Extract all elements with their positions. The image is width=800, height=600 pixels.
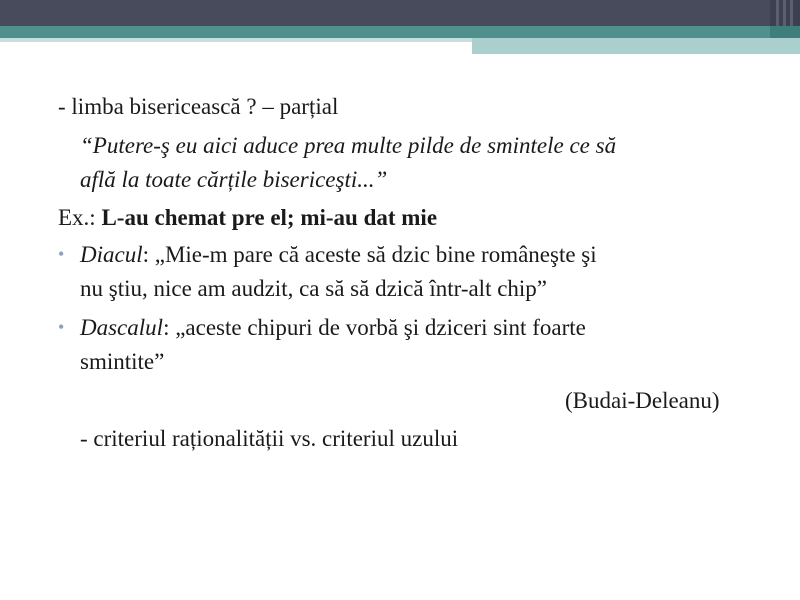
text-line-limba — [58, 92, 338, 121]
quote-line-1 — [80, 131, 616, 160]
quote-text-1: “Putere-ş eu aici aduce prea multe pilde de smintele ce să — [80, 133, 617, 158]
example-line — [58, 203, 437, 232]
example-bold: L-au chemat pre el; mi-au dat mie — [101, 205, 438, 230]
bullet-icon-dascalul: • — [58, 317, 65, 337]
criteriu-text: - criteriul raționalității vs. criteriul uzului — [80, 426, 459, 451]
criteriu-line — [80, 424, 458, 453]
dascalul-name: Dascalul — [80, 315, 164, 340]
dascalul-line-1 — [80, 313, 586, 342]
bullet-icon-diacul: • — [58, 244, 65, 264]
diacul-line-1 — [80, 240, 597, 269]
source-text: (Budai-Deleanu) — [565, 388, 720, 413]
diacul-text-1: : „Mie-m pare că aceste să dzic bine româneşte şi — [142, 242, 597, 267]
diacul-line-2 — [80, 274, 547, 303]
diacul-name: Diacul — [80, 242, 143, 267]
dascalul-text-2: smintite” — [80, 349, 165, 374]
limba-text: - limba bisericească ? – parțial — [58, 94, 339, 119]
diacul-text-2: nu ştiu, nice am audzit, ca să să dzică într-alt chip” — [80, 276, 548, 301]
quote-line-2 — [80, 165, 387, 194]
dascalul-text-1: : „aceste chipuri de vorbă şi dziceri sint foarte — [163, 315, 586, 340]
quote-text-2: află la toate cărțile bisericeşti...” — [80, 167, 388, 192]
dascalul-line-2 — [80, 347, 164, 376]
example-prefix: Ex.: — [58, 205, 102, 230]
source-citation — [565, 386, 720, 415]
